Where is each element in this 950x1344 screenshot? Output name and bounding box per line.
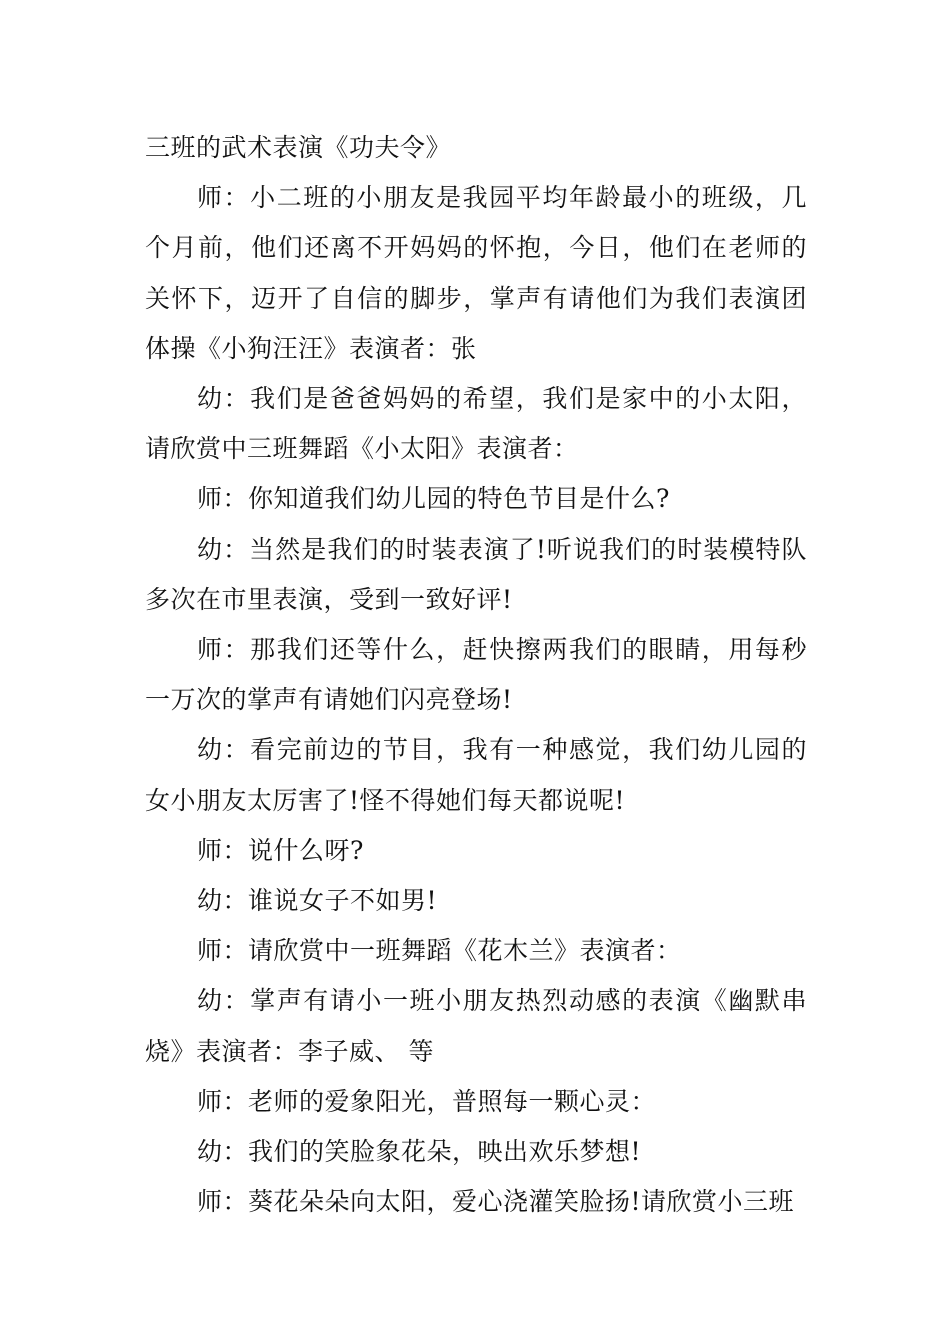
paragraph-2: 师：小二班的小朋友是我园平均年龄最小的班级，几个月前，他们还离不开妈妈的怀抱，今日，他们在老师的关怀下，迈开了自信的脚步，掌声有请他们为我们表演团体操《小狗汪汪》表演者：张 — [145, 183, 807, 363]
paragraph-13: 幼：我们的笑脸象花朵，映出欢乐梦想! — [197, 1137, 642, 1167]
paragraph-14: 师：葵花朵朵向太阳，爱心浇灌笑脸扬!请欣赏小三班 — [197, 1187, 795, 1217]
paragraph-9: 幼：谁说女子不如男! — [197, 886, 438, 916]
paragraph-3: 幼：我们是爸爸妈妈的希望，我们是家中的小太阳，请欣赏中三班舞蹈《小太阳》表演者： — [145, 384, 807, 464]
paragraph-10: 师：请欣赏中一班舞蹈《花木兰》表演者： — [197, 936, 682, 966]
paragraph-7: 幼：看完前边的节目，我有一种感觉，我们幼儿园的女小朋友太厉害了!怪不得她们每天都说呢! — [145, 735, 807, 815]
paragraph-8: 师：说什么呀? — [197, 835, 364, 865]
paragraph-11: 幼：掌声有请小一班小朋友热烈动感的表演《幽默串烧》表演者：李子威、 等 — [145, 986, 807, 1066]
paragraph-4: 师：你知道我们幼儿园的特色节目是什么? — [197, 484, 670, 514]
paragraph-12: 师：老师的爱象阳光，普照每一颗心灵： — [197, 1086, 657, 1116]
paragraph-5: 幼：当然是我们的时装表演了!听说我们的时装模特队多次在市里表演，受到一致好评! — [145, 534, 807, 614]
paragraph-1: 三班的武术表演《功夫令》 — [145, 133, 452, 162]
paragraph-6: 师：那我们还等什么，赶快擦两我们的眼睛，用每秒一万次的掌声有请她们闪亮登场! — [145, 635, 807, 715]
document-body — [145, 123, 807, 1227]
